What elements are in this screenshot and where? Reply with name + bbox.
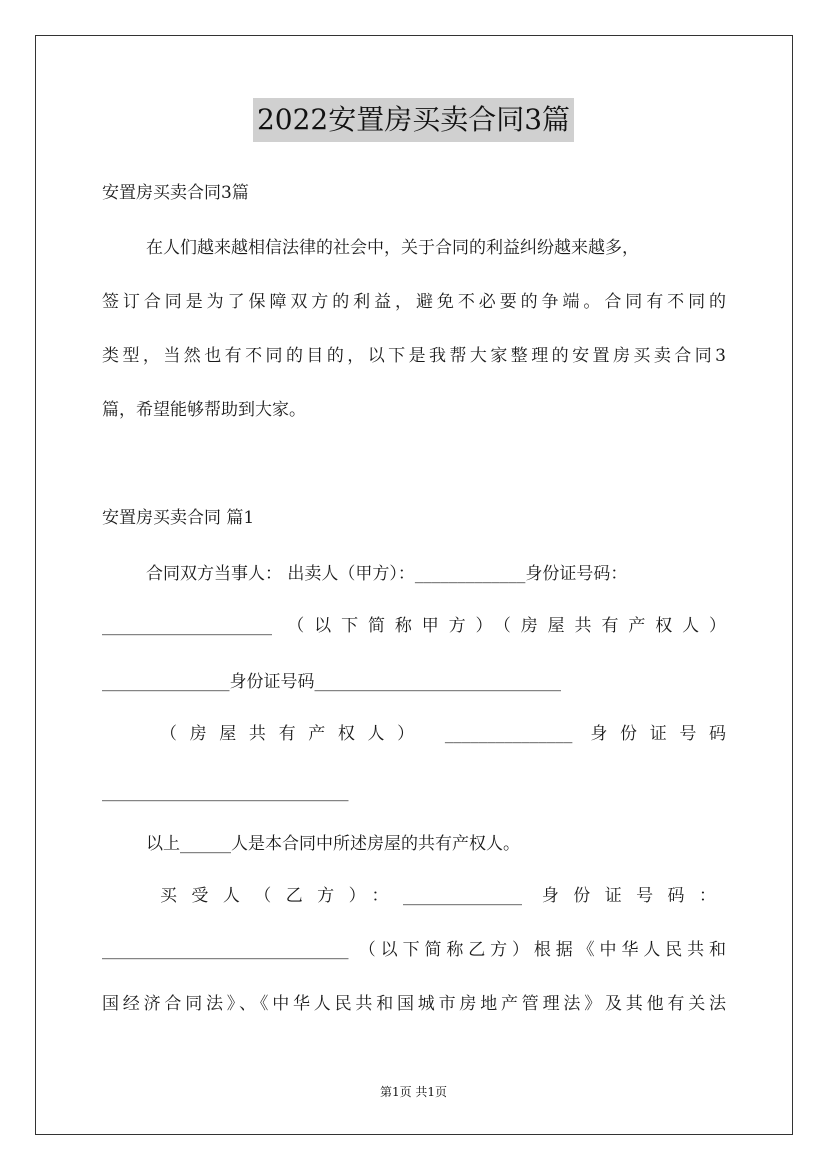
contract-line: 买受人（乙方）：______________ 身份证号码： <box>160 886 716 906</box>
contract-line: 以上______人是本合同中所述房屋的共有产权人。 <box>146 834 520 854</box>
contract-line: _____________________________ <box>102 782 349 802</box>
section-heading: 安置房买卖合同 篇1 <box>102 508 255 528</box>
subtitle-line: 安置房买卖合同3篇 <box>102 183 249 203</box>
contract-line: _______________身份证号码_____________________________ <box>102 672 561 692</box>
contract-line: 国经济合同法》、《中华人民共和国城市房地产管理法》及其他有关法 <box>102 994 726 1014</box>
paragraph-line: 篇，希望能够帮助到大家。 <box>102 400 306 420</box>
page-footer: 第1页 共1页 <box>379 1085 448 1099</box>
paragraph-line: 签订合同是为了保障双方的利益，避免不必要的争端。合同有不同的 <box>102 292 726 312</box>
document-title: 2022安置房买卖合同3篇 <box>253 98 574 142</box>
title-container <box>0 98 827 142</box>
paragraph-line: 在人们越来越相信法律的社会中，关于合同的利益纠纷越来越多， <box>146 238 639 258</box>
paragraph-line: 类型，当然也有不同的目的，以下是我帮大家整理的安置房买卖合同3 <box>102 346 726 366</box>
contract-line: 合同双方当事人： 出卖人（甲方）：_____________身份证号码： <box>146 564 628 584</box>
contract-line: （房屋共有产权人） _______________ 身份证号码 <box>160 724 726 744</box>
contract-line: _____________________________ （以下简称乙方）根据《中华人民共和 <box>102 940 726 960</box>
contract-line: ____________________ （以下简称甲方）（房屋共有产权人） <box>102 616 726 636</box>
